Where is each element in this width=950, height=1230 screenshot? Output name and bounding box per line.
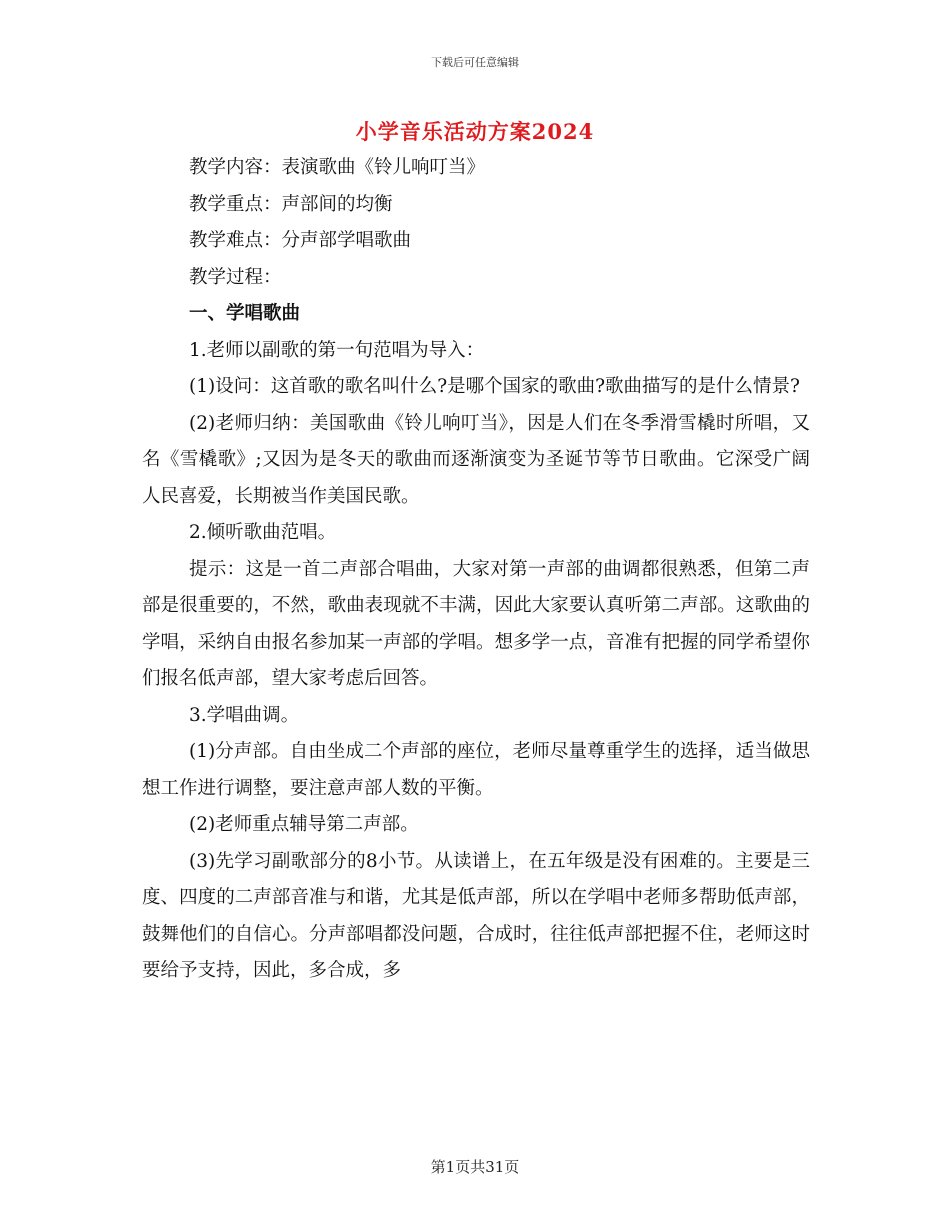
paragraph-step-1-summary: (2)老师归纳：美国歌曲《铃儿响叮当》，因是人们在冬季滑雪橇时所唱，又名《雪橇歌》;又因为是冬天的歌曲而逐渐演变为圣诞节等节日歌曲。它深受广阔人民喜爱，长期被当作美国民歌。 (142, 412, 810, 507)
page-number: 第1页共31页 (430, 1158, 520, 1176)
document-title: 小学音乐活动方案2024 (355, 119, 595, 144)
paragraph-teaching-process: 教学过程： (189, 266, 282, 288)
paragraph-teaching-difficulty: 教学难点：分声部学唱歌曲 (189, 230, 412, 251)
paragraph-teaching-focus: 教学重点：声部间的均衡 (189, 193, 393, 215)
paragraph-step-2: 2.倾听歌曲范唱。 (189, 522, 337, 543)
paragraph-step-3-part-3: (3)先学习副歌部分的8小节。从读谱上，在五年级是没有困难的。主要是三度、四度的二声部音准与和谐，尤其是低声部，所以在学唱中老师多帮助低声部，鼓舞他们的自信心。分声部唱都没问题，合成时，往往低声部把握不住，老师这时要给予支持，因此，多合成，多 (142, 850, 810, 981)
section-heading-learn-song: 一、学唱歌曲 (189, 303, 301, 324)
page-header-note: 下载后可任意编辑 (431, 56, 519, 69)
document-body (142, 150, 810, 990)
paragraph-teaching-content: 教学内容：表演歌曲《铃儿响叮当》 (189, 157, 486, 178)
paragraph-step-1-question: (1)设问：这首歌的歌名叫什么?是哪个国家的歌曲?歌曲描写的是什么情景? (189, 376, 800, 397)
paragraph-step-2-tip: 提示：这是一首二声部合唱曲，大家对第一声部的曲调都很熟悉，但第二声部是很重要的，不然，歌曲表现就不丰满，因此大家要认真听第二声部。这歌曲的学唱，采纳自由报名参加某一声部的学唱。想多学一点，音准有把握的同学希望你们报名低声部，望大家考虑后回答。 (142, 558, 810, 689)
paragraph-step-3-part-1: (1)分声部。自由坐成二个声部的座位，老师尽量尊重学生的选择，适当做思想工作进行调整，要注意声部人数的平衡。 (142, 741, 810, 799)
paragraph-step-3-part-2: (2)老师重点辅导第二声部。 (189, 814, 419, 835)
paragraph-step-1: 1.老师以副歌的第一句范唱为导入： (189, 339, 485, 361)
paragraph-step-3: 3.学唱曲调。 (189, 704, 300, 726)
